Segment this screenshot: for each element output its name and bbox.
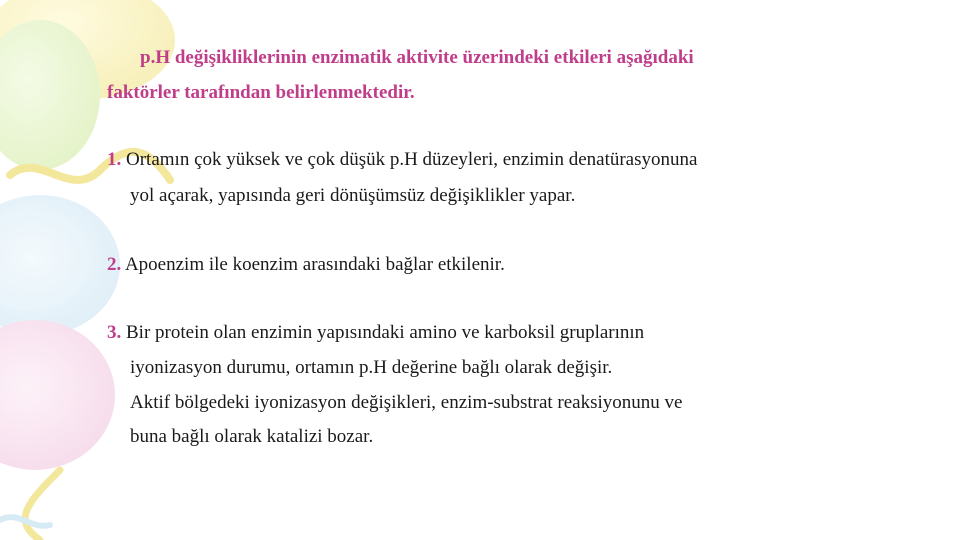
heading-line-1: p.H değişikliklerinin enzimatik aktivite üzerindeki etkileri aşağıdaki [140, 47, 694, 68]
list-item-2-line-1 [107, 254, 505, 276]
list-item-2-number: 2. [107, 254, 122, 275]
list-item-1-line-1 [107, 149, 697, 171]
list-item-1-text: Ortamın çok yüksek ve çok düşük p.H düzeyleri, enzimin denatürasyonuna [126, 149, 698, 170]
list-item-3-line-2: iyonizasyon durumu, ortamın p.H değerine bağlı olarak değişir. [130, 357, 613, 378]
list-item-3-line-3: Aktif bölgedeki iyonizasyon değişikleri, enzim-substrat reaksiyonunu ve [130, 392, 683, 413]
list-item-1-line-2: yol açarak, yapısında geri dönüşümsüz değişiklikler yapar. [130, 185, 576, 206]
list-item-3-number: 3. [107, 322, 122, 343]
list-item-3-line-4: buna bağlı olarak katalizi bozar. [130, 426, 374, 447]
list-item-3-line-1 [107, 322, 644, 344]
list-item-2-text: Apoenzim ile koenzim arasındaki bağlar etkilenir. [124, 254, 505, 275]
list-item-1-number: 1. [107, 149, 122, 170]
heading-line-2: faktörler tarafından belirlenmektedir. [107, 82, 415, 103]
list-item-3-text: Bir protein olan enzimin yapısındaki amino ve karboksil gruplarının [126, 322, 645, 343]
